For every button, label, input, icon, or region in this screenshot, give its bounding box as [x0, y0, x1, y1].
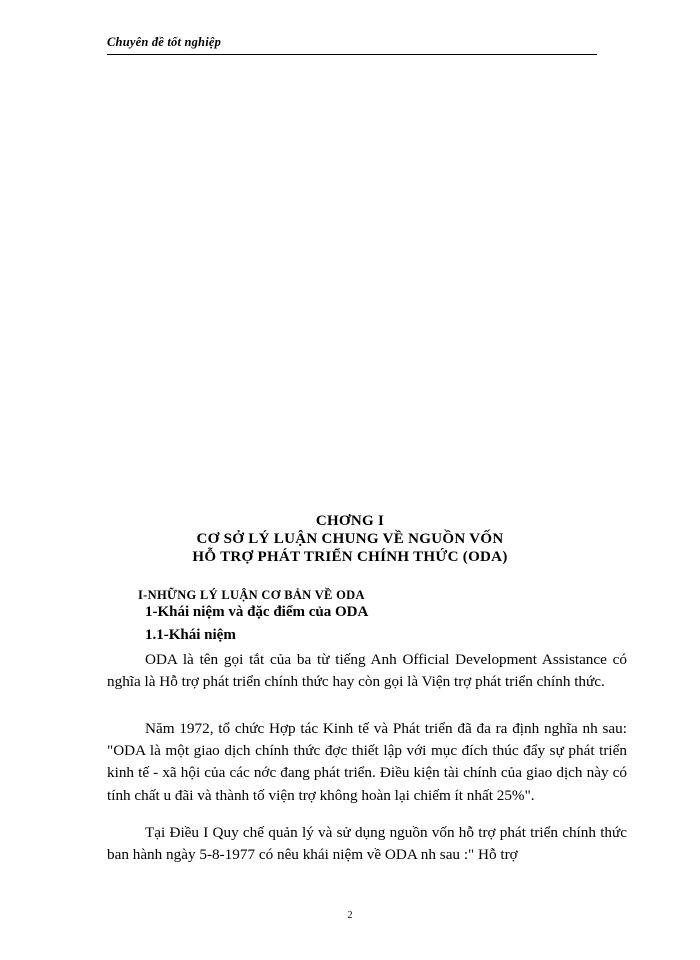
chapter-title-line-2: HỖ TRỢ PHÁT TRIỂN CHÍNH THỨC (ODA) [192, 549, 508, 565]
chapter-number: CHƠNG I [315, 513, 385, 529]
body-paragraph-1: ODA là tên gọi tắt của ba từ tiếng Anh Official Development Assistance có nghĩa là Hỗ trợ phát triển chính thức hay còn gọi là Viện trợ phát triển chính thức. [107, 651, 627, 691]
section-heading: I-NHỮNG LÝ LUẬN CƠ BẢN VỀ ODA [138, 588, 365, 602]
chapter-title-line-1: CƠ SỞ LÝ LUẬN CHUNG VỀ NGUỒN VỐN [196, 531, 504, 547]
body-paragraph-3: Tại Điều I Quy chế quản lý và sử dụng nguồn vốn hỗ trợ phát triển chính thức ban hành ngày 5-8-1977 có nêu khái niệm về ODA nh sau :" Hỗ trợ [107, 824, 627, 864]
body-paragraph-2: Năm 1972, tổ chức Hợp tác Kinh tế và Phát triển đã đa ra định nghĩa nh sau: "ODA là một giao dịch chính thức đợc thiết lập với mục đích thúc đẩy sự phát triển kinh tế - xã hội của các nớc đang phát triển. Điều kiện tài chính của giao dịch này có tính chất u đãi và thành tố viện trợ không hoàn lại chiếm ít nhất 25%". [107, 720, 627, 804]
running-header-title: Chuyên đề tốt nghiệp [107, 35, 222, 49]
subsection-heading: 1-Khái niệm và đặc điểm của ODA [145, 604, 369, 620]
running-header [107, 33, 597, 55]
page-number: 2 [347, 910, 353, 921]
subsubsection-heading: 1.1-Khái niệm [145, 627, 236, 643]
